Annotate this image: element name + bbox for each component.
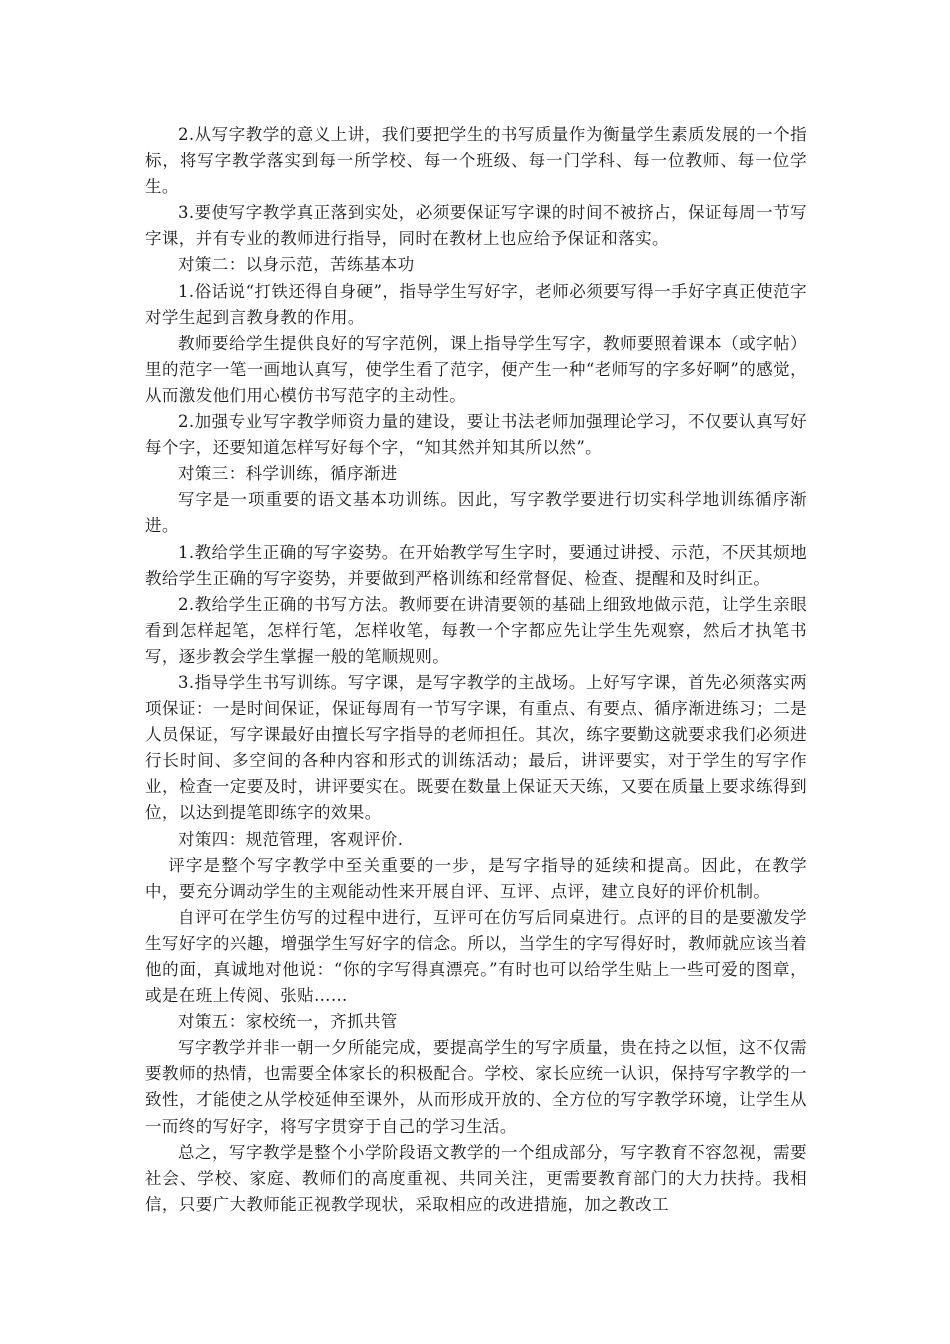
- heading-strategy-five: 对策五：家校统一，齐抓共管: [178, 1012, 398, 1032]
- document-body: [145, 122, 807, 1218]
- paragraph-method: 2.教给学生正确的书写方法。教师要在讲清要领的基础上细致地做示范，让学生亲眼看到怎样起笔，怎样行笔，怎样收笔，每教一个字都应先让学生先观察，然后才执笔书写，逐步教会学生掌握一般的笔顺规则。: [145, 594, 807, 666]
- paragraph-proverb: 1.俗话说“打铁还得自身硬”，指导学生写好字，老师必须要写得一手好字真正使范字对学生起到言教身教的作用。: [145, 281, 807, 327]
- paragraph-home-school: 写字教学并非一朝一夕所能完成，要提高学生的写字质量，贵在持之以恒，这不仅需要教师的热情，也需要全体家长的积极配合。学校、家长应统一认识，保持写字教学的一致性，才能使之从学校延伸至课外，从而形成开放的、全方位的写字教学环境，让学生从一而终的写好字，将写字贯穿于自己的学习生活。: [145, 1038, 807, 1136]
- heading-strategy-three: 对策三：科学训练，循序渐进: [178, 464, 398, 484]
- paragraph-teacher-example: 教师要给学生提供良好的写字范例，课上指导学生写字，教师要照着课本（或字帖）里的范字一笔一画地认真写，使学生看了范字，便产生一种“老师写的字多好啊”的感觉，从而激发他们用心模仿书写范字的主动性。: [145, 333, 807, 405]
- paragraph-evaluation: 评字是整个写字教学中至关重要的一步，是写字指导的延续和提高。因此，在教学中，要充分调动学生的主观能动性来开展自评、互评、点评，建立良好的评价机制。: [145, 855, 807, 901]
- paragraph-practice: 3.指导学生书写训练。写字课，是写字教学的主战场。上好写字课，首先必须落实两项保证：一是时间保证，保证每周有一节写字课，有重点、有要点、循序渐进练习；二是人员保证，写字课最好由擅长写字指导的老师担任。其次，练字要勤这就要求我们必须进行长时间、多空间的各种内容和形式的训练活动；最后，讲评要实，对于学生的写字作业，检查一定要及时，讲评要实在。既要在数量上保证天天练，又要在质量上要求练得到位，以达到提笔即练字的效果。: [145, 672, 807, 823]
- paragraph-conclusion: 总之，写字教学是整个小学阶段语文教学的一个组成部分，写字教育不容忽视，需要社会、学校、家庭、教师们的高度重视、共同关注，更需要教育部门的大力扶持。我相信，只要广大教师能正视教学现状，采取相应的改进措施，加之教改工: [145, 1142, 807, 1214]
- paragraph-basic-training: 写字是一项重要的语文基本功训练。因此，写字教学要进行切实科学地训练循序渐进。: [145, 490, 807, 536]
- heading-strategy-four: 对策四：规范管理，客观评价.: [178, 829, 404, 849]
- heading-strategy-two: 对策二：以身示范，苦练基本功: [178, 255, 415, 275]
- paragraph-posture: 1.教给学生正确的写字姿势。在开始教学写生字时，要通过讲授、示范，不厌其烦地教给学生正确的写字姿势，并要做到严格训练和经常督促、检查、提醒和及时纠正。: [145, 542, 807, 588]
- paragraph-self-evaluation: 自评可在学生仿写的过程中进行，互评可在仿写后同桌进行。点评的目的是要激发学生写好字的兴趣，增强学生写好字的信念。所以，当学生的字写得好时，教师就应该当着他的面，真诚地对他说：“你的字写得真漂亮。”有时也可以给学生贴上一些可爱的图章，或是在班上传阅、张贴……: [145, 907, 807, 1006]
- paragraph-teacher-training: 2.加强专业写字教学师资力量的建设，要让书法老师加强理论学习，不仅要认真写好每个字，还要知道怎样写好每个字，“知其然并知其所以然”。: [145, 412, 807, 458]
- paragraph-significance: 2.从写字教学的意义上讲，我们要把学生的书写质量作为衡量学生素质发展的一个指标，将写字教学落实到每一所学校、每一个班级、每一门学科、每一位教师、每一位学生。: [145, 125, 807, 197]
- paragraph-class-time: 3.要使写字教学真正落到实处，必须要保证写字课的时间不被挤占，保证每周一节写字课，并有专业的教师进行指导，同时在教材上也应给予保证和落实。: [145, 203, 807, 249]
